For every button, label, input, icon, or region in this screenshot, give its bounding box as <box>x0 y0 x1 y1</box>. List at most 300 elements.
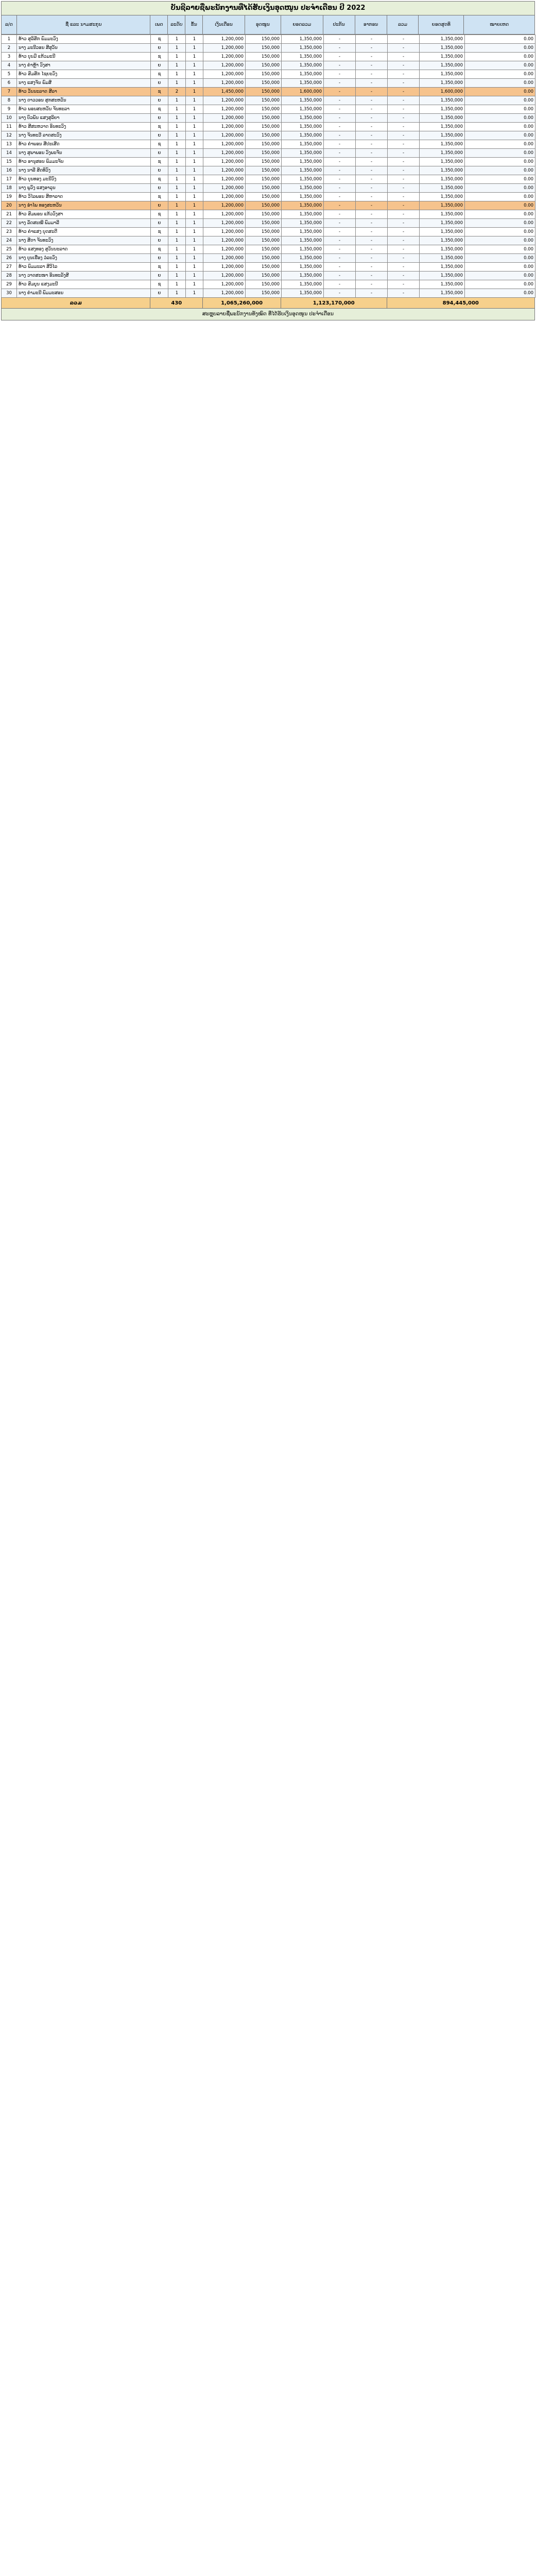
cell-ins: - <box>324 70 356 79</box>
cell-sex: ຍ <box>151 61 168 70</box>
cell-ded: - <box>388 79 420 88</box>
cell-note: 0.00 <box>465 53 535 61</box>
cell-salary: 1,200,000 <box>203 35 246 44</box>
cell-salary: 1,200,000 <box>203 140 246 149</box>
cell-sub: 150,000 <box>246 166 282 175</box>
cell-no: 26 <box>2 254 17 263</box>
cell-note: 0.00 <box>465 201 535 210</box>
column-header: ຊື່ ແລະ ນາມສະກຸນ <box>17 15 150 34</box>
cell-net: 1,350,000 <box>420 236 465 245</box>
cell-ins: - <box>324 131 356 140</box>
cell-no: 23 <box>2 228 17 236</box>
cell-grade: 1 <box>168 79 186 88</box>
cell-no: 5 <box>2 70 17 79</box>
cell-step: 1 <box>186 105 203 114</box>
cell-tax: - <box>356 158 388 166</box>
cell-grade: 1 <box>168 166 186 175</box>
cell-ded: - <box>388 166 420 175</box>
cell-no: 8 <box>2 96 17 105</box>
cell-sum: 1,350,000 <box>282 210 324 219</box>
cell-sub: 150,000 <box>246 123 282 131</box>
cell-sub: 150,000 <box>246 236 282 245</box>
cell-ded: - <box>388 114 420 123</box>
cell-sub: 150,000 <box>246 114 282 123</box>
cell-net: 1,350,000 <box>420 70 465 79</box>
cell-sum: 1,350,000 <box>282 166 324 175</box>
cell-note: 0.00 <box>465 105 535 114</box>
cell-sex: ຍ <box>151 44 168 53</box>
cell-note: 0.00 <box>465 88 535 96</box>
cell-ded: - <box>388 158 420 166</box>
cell-no: 17 <box>2 175 17 184</box>
cell-ded: - <box>388 61 420 70</box>
cell-net: 1,350,000 <box>420 272 465 280</box>
table-row <box>2 245 535 254</box>
cell-note: 0.00 <box>465 166 535 175</box>
cell-tax: - <box>356 184 388 193</box>
cell-name: ທ້າວ ແສງທອງ ສຸວັນນະລາດ <box>17 245 151 254</box>
total-net: 1,123,170,000 <box>281 298 387 308</box>
cell-ded: - <box>388 53 420 61</box>
cell-step: 1 <box>186 228 203 236</box>
cell-note: 0.00 <box>465 35 535 44</box>
cell-note: 0.00 <box>465 140 535 149</box>
cell-salary: 1,200,000 <box>203 219 246 228</box>
cell-grade: 1 <box>168 210 186 219</box>
cell-note: 0.00 <box>465 44 535 53</box>
cell-ins: - <box>324 289 356 298</box>
cell-ded: - <box>388 70 420 79</box>
cell-salary: 1,200,000 <box>203 149 246 158</box>
table-row <box>2 272 535 280</box>
cell-salary: 1,200,000 <box>203 184 246 193</box>
column-header: ຍອດສຸດທິ <box>419 15 464 34</box>
cell-sex: ຊ <box>151 53 168 61</box>
cell-sub: 150,000 <box>246 158 282 166</box>
cell-ins: - <box>324 201 356 210</box>
cell-sum: 1,350,000 <box>282 289 324 298</box>
cell-tax: - <box>356 210 388 219</box>
cell-note: 0.00 <box>465 236 535 245</box>
cell-name: ນາງ ບົວພັນ ແສງສຸລິຍາ <box>17 114 151 123</box>
cell-no: 13 <box>2 140 17 149</box>
cell-ins: - <box>324 236 356 245</box>
cell-sub: 150,000 <box>246 254 282 263</box>
cell-sex: ຍ <box>151 254 168 263</box>
cell-tax: - <box>356 272 388 280</box>
table-row <box>2 166 535 175</box>
cell-sex: ຊ <box>151 280 168 289</box>
cell-grade: 1 <box>168 184 186 193</box>
column-header: ລວມ <box>387 15 419 34</box>
cell-no: 7 <box>2 88 17 96</box>
cell-sum: 1,350,000 <box>282 184 324 193</box>
cell-net: 1,350,000 <box>420 149 465 158</box>
cell-grade: 1 <box>168 114 186 123</box>
cell-name: ນາງ ພູວົງ ແສງອາລຸນ <box>17 184 151 193</box>
cell-ins: - <box>324 228 356 236</box>
cell-ins: - <box>324 245 356 254</box>
cell-sub: 150,000 <box>246 263 282 272</box>
cell-note: 0.00 <box>465 210 535 219</box>
cell-sum: 1,350,000 <box>282 228 324 236</box>
cell-grade: 1 <box>168 289 186 298</box>
total-salary: 1,065,260,000 <box>203 298 281 308</box>
cell-salary: 1,200,000 <box>203 61 246 70</box>
cell-sex: ຊ <box>151 263 168 272</box>
cell-note: 0.00 <box>465 289 535 298</box>
cell-no: 18 <box>2 184 17 193</box>
cell-name: ທ້າວ ວິໄລພອນ ສີຫາລາດ <box>17 193 151 201</box>
cell-step: 1 <box>186 70 203 79</box>
cell-net: 1,350,000 <box>420 140 465 149</box>
cell-tax: - <box>356 280 388 289</box>
cell-sub: 150,000 <box>246 53 282 61</box>
cell-sub: 150,000 <box>246 79 282 88</box>
cell-sub: 150,000 <box>246 201 282 210</box>
cell-net: 1,350,000 <box>420 35 465 44</box>
cell-salary: 1,200,000 <box>203 175 246 184</box>
cell-grade: 1 <box>168 219 186 228</box>
payroll-sheet <box>1 1 535 320</box>
cell-note: 0.00 <box>465 131 535 140</box>
cell-grade: 1 <box>168 158 186 166</box>
table-row <box>2 53 535 61</box>
cell-grade: 1 <box>168 193 186 201</box>
cell-ded: - <box>388 219 420 228</box>
cell-sum: 1,350,000 <box>282 280 324 289</box>
cell-note: 0.00 <box>465 175 535 184</box>
cell-net: 1,350,000 <box>420 53 465 61</box>
cell-no: 22 <box>2 219 17 228</box>
cell-grade: 1 <box>168 280 186 289</box>
cell-sub: 150,000 <box>246 184 282 193</box>
cell-sub: 150,000 <box>246 175 282 184</box>
cell-note: 0.00 <box>465 149 535 158</box>
cell-tax: - <box>356 79 388 88</box>
cell-grade: 1 <box>168 44 186 53</box>
cell-sum: 1,350,000 <box>282 245 324 254</box>
cell-name: ນາງ ນາລີ ສິດທິວົງ <box>17 166 151 175</box>
column-header: ລ/ດ <box>2 15 17 34</box>
cell-ded: - <box>388 254 420 263</box>
cell-sex: ຍ <box>151 219 168 228</box>
cell-no: 27 <box>2 263 17 272</box>
cell-sex: ຊ <box>151 245 168 254</box>
cell-tax: - <box>356 35 388 44</box>
cell-note: 0.00 <box>465 184 535 193</box>
cell-note: 0.00 <box>465 114 535 123</box>
sheet-title: ບັນຊີລາຍຊື່ພະນັກງານທີ່ໄດ້ຮັບເງິນອຸດໜູນ ປະຈຳເດືອນ ປີ 2022 <box>1 1 535 15</box>
cell-name: ນາງ ມະນີວອນ ສີສຸວັນ <box>17 44 151 53</box>
cell-sum: 1,600,000 <box>282 88 324 96</box>
cell-tax: - <box>356 228 388 236</box>
cell-net: 1,350,000 <box>420 175 465 184</box>
total-label: ລວມ <box>2 298 150 308</box>
cell-step: 1 <box>186 61 203 70</box>
table-row <box>2 184 535 193</box>
cell-grade: 1 <box>168 254 186 263</box>
cell-step: 1 <box>186 35 203 44</box>
cell-sex: ຊ <box>151 193 168 201</box>
cell-note: 0.00 <box>465 61 535 70</box>
cell-net: 1,350,000 <box>420 201 465 210</box>
cell-sex: ຊ <box>151 35 168 44</box>
cell-sum: 1,350,000 <box>282 61 324 70</box>
cell-step: 1 <box>186 236 203 245</box>
table-row <box>2 219 535 228</box>
cell-ins: - <box>324 166 356 175</box>
cell-ded: - <box>388 44 420 53</box>
table-row <box>2 114 535 123</box>
cell-salary: 1,200,000 <box>203 114 246 123</box>
cell-step: 1 <box>186 219 203 228</box>
cell-name: ນາງ ບຸນເຮືອງ ວໍລະວົງ <box>17 254 151 263</box>
cell-sum: 1,350,000 <box>282 123 324 131</box>
cell-ded: - <box>388 263 420 272</box>
cell-ded: - <box>388 96 420 105</box>
cell-name: ທ້າວ ບຸນມີ ແກ້ວມະນີ <box>17 53 151 61</box>
cell-sub: 150,000 <box>246 245 282 254</box>
cell-ded: - <box>388 35 420 44</box>
cell-sub: 150,000 <box>246 228 282 236</box>
table-row <box>2 158 535 166</box>
cell-ded: - <box>388 149 420 158</box>
cell-sex: ຊ <box>151 105 168 114</box>
column-header: ອາກອນ <box>355 15 387 34</box>
cell-grade: 1 <box>168 149 186 158</box>
cell-sub: 150,000 <box>246 44 282 53</box>
cell-ded: - <box>388 175 420 184</box>
cell-step: 1 <box>186 166 203 175</box>
sheet-footer: ສະຫຼຸບລາຍຊື່ພະນັກງານທັງໝົດ ທີ່ໄດ້ຮັບເງິນອຸດໜູນ ປະຈຳເດືອນ <box>1 309 535 320</box>
cell-ded: - <box>388 184 420 193</box>
cell-ded: - <box>388 88 420 96</box>
cell-salary: 1,200,000 <box>203 272 246 280</box>
cell-salary: 1,200,000 <box>203 131 246 140</box>
cell-no: 14 <box>2 149 17 158</box>
cell-sex: ຊ <box>151 140 168 149</box>
cell-no: 10 <box>2 114 17 123</box>
cell-step: 1 <box>186 184 203 193</box>
cell-name: ທ້າວ ສົມສັກ ໄຊຍະວົງ <box>17 70 151 79</box>
cell-tax: - <box>356 193 388 201</box>
cell-note: 0.00 <box>465 272 535 280</box>
cell-note: 0.00 <box>465 79 535 88</box>
cell-note: 0.00 <box>465 96 535 105</box>
cell-sub: 150,000 <box>246 193 282 201</box>
total-row <box>1 298 535 309</box>
cell-net: 1,350,000 <box>420 228 465 236</box>
cell-name: ທ້າວ ສີສະຫວາດ ອິນທະວົງ <box>17 123 151 131</box>
cell-ded: - <box>388 123 420 131</box>
cell-sum: 1,350,000 <box>282 236 324 245</box>
cell-sum: 1,350,000 <box>282 175 324 184</box>
cell-grade: 1 <box>168 140 186 149</box>
cell-grade: 1 <box>168 272 186 280</box>
cell-step: 1 <box>186 245 203 254</box>
cell-step: 1 <box>186 254 203 263</box>
cell-sum: 1,350,000 <box>282 79 324 88</box>
cell-sum: 1,350,000 <box>282 149 324 158</box>
cell-step: 1 <box>186 88 203 96</box>
cell-sum: 1,350,000 <box>282 272 324 280</box>
cell-ded: - <box>388 210 420 219</box>
cell-tax: - <box>356 201 388 210</box>
cell-tax: - <box>356 44 388 53</box>
cell-ins: - <box>324 280 356 289</box>
cell-sex: ຍ <box>151 236 168 245</box>
cell-ins: - <box>324 35 356 44</box>
cell-name: ນາງ ດາວວອນ ສຸກສະຫວັນ <box>17 96 151 105</box>
cell-step: 1 <box>186 210 203 219</box>
data-table <box>1 35 535 298</box>
cell-sum: 1,350,000 <box>282 114 324 123</box>
cell-tax: - <box>356 254 388 263</box>
cell-net: 1,350,000 <box>420 166 465 175</box>
cell-sum: 1,350,000 <box>282 44 324 53</box>
cell-sex: ຍ <box>151 96 168 105</box>
cell-sub: 150,000 <box>246 210 282 219</box>
cell-no: 2 <box>2 44 17 53</box>
cell-ins: - <box>324 123 356 131</box>
cell-no: 30 <box>2 289 17 298</box>
cell-note: 0.00 <box>465 254 535 263</box>
cell-no: 3 <box>2 53 17 61</box>
cell-sex: ຍ <box>151 79 168 88</box>
column-header: ເງິນເດືອນ <box>203 15 245 34</box>
cell-sum: 1,350,000 <box>282 53 324 61</box>
cell-note: 0.00 <box>465 158 535 166</box>
table-row <box>2 44 535 53</box>
cell-sex: ຊ <box>151 158 168 166</box>
cell-sum: 1,350,000 <box>282 105 324 114</box>
cell-sub: 150,000 <box>246 61 282 70</box>
cell-step: 1 <box>186 96 203 105</box>
cell-salary: 1,200,000 <box>203 280 246 289</box>
cell-net: 1,350,000 <box>420 61 465 70</box>
cell-sub: 150,000 <box>246 131 282 140</box>
cell-step: 1 <box>186 263 203 272</box>
cell-note: 0.00 <box>465 280 535 289</box>
cell-sex: ຊ <box>151 70 168 79</box>
cell-salary: 1,200,000 <box>203 166 246 175</box>
cell-grade: 1 <box>168 53 186 61</box>
cell-sum: 1,350,000 <box>282 35 324 44</box>
cell-sex: ຍ <box>151 184 168 193</box>
table-row <box>2 96 535 105</box>
cell-sum: 1,350,000 <box>282 254 324 263</box>
column-header: ໝາຍເຫດ <box>490 22 509 27</box>
cell-tax: - <box>356 149 388 158</box>
cell-sub: 150,000 <box>246 219 282 228</box>
cell-grade: 1 <box>168 61 186 70</box>
cell-no: 19 <box>2 193 17 201</box>
cell-ded: - <box>388 228 420 236</box>
column-header: ປະກັນ <box>323 15 355 34</box>
cell-step: 1 <box>186 114 203 123</box>
cell-net: 1,350,000 <box>420 184 465 193</box>
cell-grade: 2 <box>168 88 186 96</box>
cell-salary: 1,200,000 <box>203 254 246 263</box>
cell-net: 1,350,000 <box>420 254 465 263</box>
cell-grade: 1 <box>168 245 186 254</box>
cell-name: ທ້າວ ສົມພອນ ແກ້ວວົງສາ <box>17 210 151 219</box>
cell-ins: - <box>324 140 356 149</box>
cell-name: ທ້າວ ພອນສະຫວັນ ຈັນທະລາ <box>17 105 151 114</box>
cell-salary: 1,200,000 <box>203 263 246 272</box>
cell-sub: 150,000 <box>246 88 282 96</box>
cell-sum: 1,350,000 <box>282 158 324 166</box>
table-row <box>2 201 535 210</box>
cell-no: 28 <box>2 272 17 280</box>
cell-ins: - <box>324 158 356 166</box>
cell-tax: - <box>356 263 388 272</box>
cell-no: 1 <box>2 35 17 44</box>
table-row <box>2 149 535 158</box>
cell-note: 0.00 <box>465 123 535 131</box>
cell-tax: - <box>356 175 388 184</box>
cell-salary: 1,200,000 <box>203 236 246 245</box>
cell-no: 11 <box>2 123 17 131</box>
cell-name: ທ້າວ ອານຸສອນ ພົມມະຈັນ <box>17 158 151 166</box>
cell-net: 1,350,000 <box>420 280 465 289</box>
cell-no: 21 <box>2 210 17 219</box>
cell-tax: - <box>356 96 388 105</box>
cell-name: ນາງ ລັດສະໝີ ພົມມາລີ <box>17 219 151 228</box>
cell-ins: - <box>324 272 356 280</box>
cell-no: 16 <box>2 166 17 175</box>
cell-net: 1,350,000 <box>420 105 465 114</box>
cell-net: 1,350,000 <box>420 79 465 88</box>
cell-name: ທ້າວ ວັນນະລາດ ສີລາ <box>17 88 151 96</box>
cell-sex: ຊ <box>151 88 168 96</box>
cell-sex: ຍ <box>151 149 168 158</box>
table-row <box>2 88 535 96</box>
table-row <box>2 70 535 79</box>
cell-ins: - <box>324 254 356 263</box>
cell-step: 1 <box>186 44 203 53</box>
cell-sex: ຊ <box>151 175 168 184</box>
cell-step: 1 <box>186 289 203 298</box>
table-row <box>2 228 535 236</box>
cell-ded: - <box>388 105 420 114</box>
cell-salary: 1,200,000 <box>203 210 246 219</box>
cell-net: 1,350,000 <box>420 193 465 201</box>
cell-ded: - <box>388 193 420 201</box>
cell-net: 1,350,000 <box>420 131 465 140</box>
table-row <box>2 254 535 263</box>
column-header: ລະດັບ <box>168 15 185 34</box>
cell-name: ທ້າວ ສຸລິສັກ ພົມມະວົງ <box>17 35 151 44</box>
cell-ded: - <box>388 236 420 245</box>
cell-name: ນາງ ຄຳມະນີ ພົມມະສອນ <box>17 289 151 298</box>
cell-note: 0.00 <box>465 193 535 201</box>
cell-ins: - <box>324 149 356 158</box>
cell-step: 1 <box>186 158 203 166</box>
header-row <box>1 15 535 35</box>
cell-ins: - <box>324 219 356 228</box>
cell-ded: - <box>388 280 420 289</box>
column-header: ເພດ <box>150 15 168 34</box>
cell-sum: 1,350,000 <box>282 96 324 105</box>
cell-salary: 1,200,000 <box>203 70 246 79</box>
total-count: 430 <box>150 298 203 308</box>
cell-grade: 1 <box>168 263 186 272</box>
cell-tax: - <box>356 88 388 96</box>
cell-salary: 1,200,000 <box>203 193 246 201</box>
cell-tax: - <box>356 70 388 79</box>
